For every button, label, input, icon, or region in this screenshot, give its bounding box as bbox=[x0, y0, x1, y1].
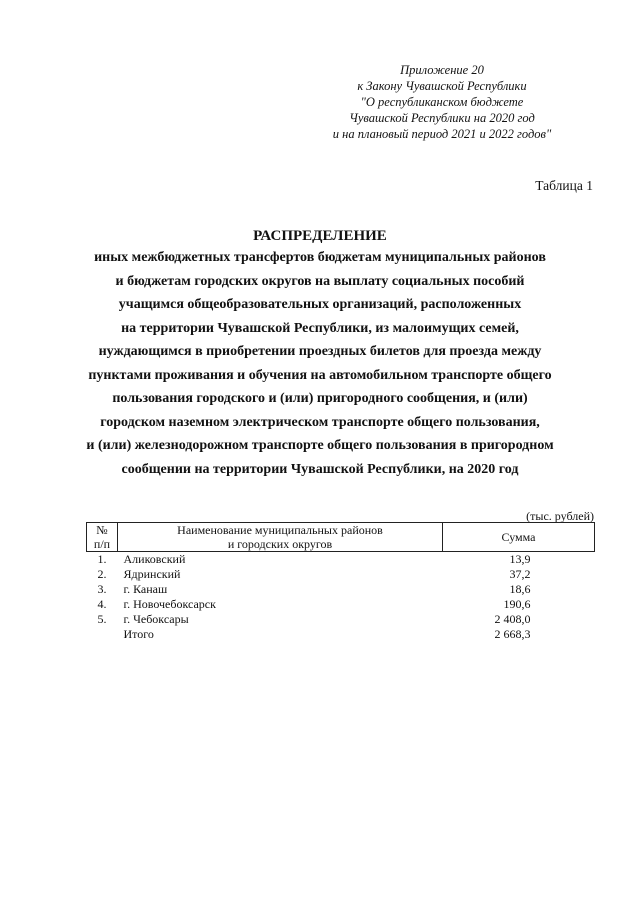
row-name: г. Канаш bbox=[123, 582, 168, 596]
appendix-line: к Закону Чувашской Республики bbox=[357, 79, 527, 93]
row-sum: 37,2 bbox=[509, 567, 531, 581]
row-sum: 190,6 bbox=[503, 597, 531, 611]
table-row bbox=[87, 567, 595, 582]
header-number: № п/п bbox=[87, 523, 118, 552]
header-name: Наименование муниципальных районов и городских округов bbox=[118, 523, 443, 552]
table-row bbox=[87, 582, 595, 597]
units-label: (тыс. рублей) bbox=[526, 509, 594, 523]
table-row bbox=[87, 612, 595, 627]
row-number bbox=[87, 627, 118, 642]
title-line: городском наземном электрическом транспорте общего пользования, bbox=[100, 414, 540, 430]
title-line: и бюджетам городских округов на выплату социальных пособий bbox=[115, 273, 525, 289]
row-sum: 2 408,0 bbox=[494, 612, 531, 626]
appendix-reference bbox=[292, 62, 592, 142]
title-line: нуждающимся в приобретении проездных билетов для проезда между bbox=[98, 344, 542, 359]
row-name: Ядринский bbox=[123, 567, 181, 581]
row-sum: 13,9 bbox=[509, 552, 531, 566]
title-line: иных межбюджетных трансфертов бюджетам муниципальных районов bbox=[94, 250, 546, 265]
row-name: г. Новочебоксарск bbox=[123, 597, 216, 611]
row-number: 5. bbox=[97, 612, 107, 626]
table-row bbox=[87, 552, 595, 568]
row-name: Аликовский bbox=[123, 552, 186, 566]
table-row bbox=[87, 597, 595, 612]
title-line: на территории Чувашской Республики, из малоимущих семей, bbox=[121, 320, 519, 336]
distribution-table bbox=[86, 522, 595, 642]
row-name: г. Чебоксары bbox=[123, 612, 189, 626]
row-number: 4. bbox=[97, 597, 107, 611]
title-heading: РАСПРЕДЕЛЕНИЕ bbox=[253, 228, 387, 244]
row-number: 3. bbox=[97, 582, 107, 596]
title-line: сообщении на территории Чувашской Республики, на 2020 год bbox=[121, 461, 519, 477]
title-line: пунктами проживания и обучения на автомобильном транспорте общего bbox=[88, 367, 552, 383]
row-sum: 18,6 bbox=[509, 582, 531, 596]
appendix-line: и на плановый период 2021 и 2022 годов" bbox=[332, 127, 552, 141]
table-total-row bbox=[87, 627, 595, 642]
document-title bbox=[40, 227, 600, 481]
row-number: 1. bbox=[97, 552, 107, 566]
appendix-line: Чувашской Республики на 2020 год bbox=[349, 111, 535, 125]
row-sum: 2 668,3 bbox=[494, 627, 531, 641]
title-line: пользования городского и (или) пригородного сообщения, и (или) bbox=[112, 391, 528, 406]
title-line: и (или) железнодорожном транспорте общего пользования в пригородном bbox=[86, 438, 554, 453]
header-sum: Сумма bbox=[443, 523, 595, 552]
title-line: учащимся общеобразовательных организаций, расположенных bbox=[118, 297, 522, 312]
row-name: Итого bbox=[123, 627, 154, 641]
appendix-line: Приложение 20 bbox=[400, 63, 484, 77]
table-header-row bbox=[87, 523, 595, 552]
table-label: Таблица 1 bbox=[535, 178, 593, 193]
appendix-line: "О республиканском бюджете bbox=[360, 95, 524, 109]
row-number: 2. bbox=[97, 567, 107, 581]
